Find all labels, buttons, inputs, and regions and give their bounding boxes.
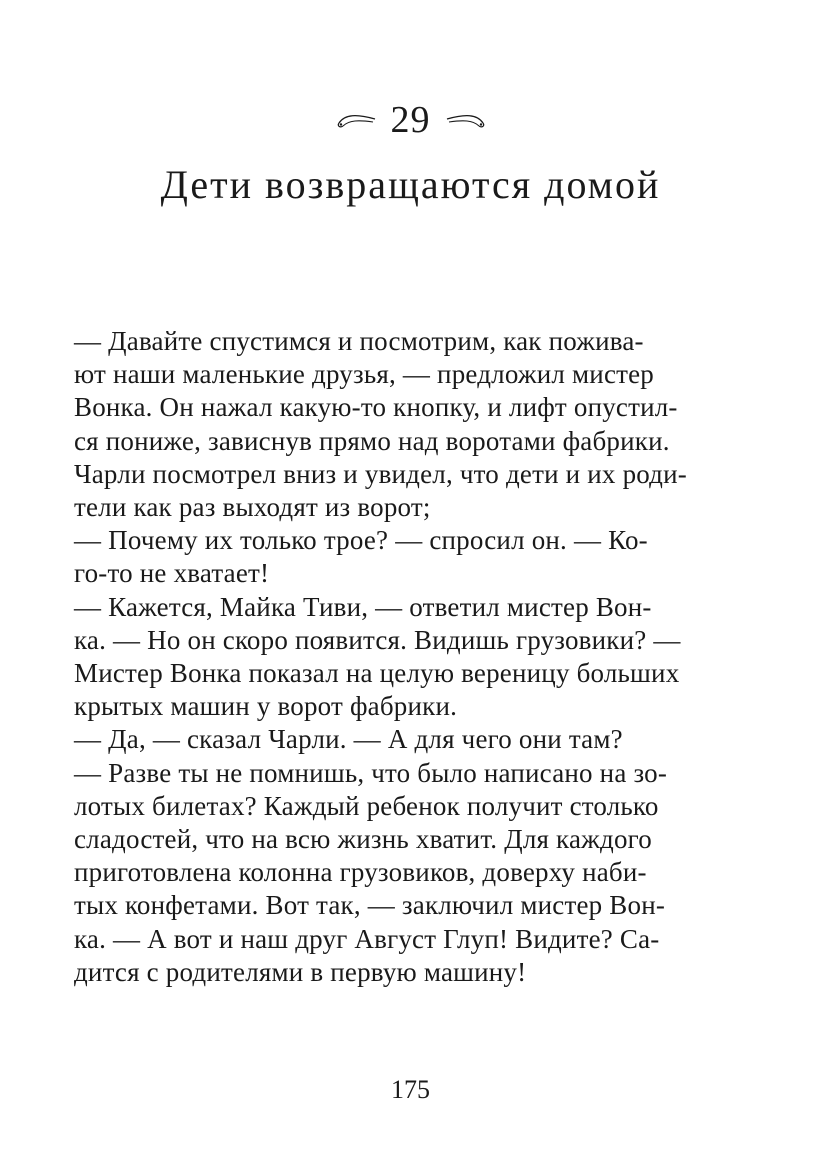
chapter-number-row — [0, 98, 821, 142]
text-line: ют наши маленькие друзья, — предложил мистер — [74, 359, 655, 390]
text-line: — Почему их только трое? — спросил он. — Ко- — [74, 525, 648, 556]
text-line: приготовлена колонна грузовиков, доверху наби- — [74, 857, 647, 888]
text-line: дится с родителями в первую машину! — [74, 956, 527, 987]
text-line: лотых билетах? Каждый ребенок получит столько — [74, 790, 659, 821]
text-line: ся пониже, зависнув прямо над воротами фабрики. — [74, 425, 670, 456]
chapter-title: Дети возвращаются домой — [160, 162, 661, 207]
chapter-number: 29 — [390, 99, 431, 141]
flourish-left-icon — [337, 110, 377, 130]
flourish-right-icon — [445, 110, 485, 130]
text-line: го-то не хватает! — [74, 558, 270, 589]
body-text — [74, 325, 734, 989]
text-line: Чарли посмотрел вниз и увидел, что дети и их роди- — [74, 458, 687, 489]
text-line: — Давайте спустимся и посмотрим, как пожива- — [74, 326, 644, 356]
text-line: — Кажется, Майка Тиви, — ответил мистер Вон- — [74, 591, 652, 622]
text-line: Вонка. Он нажал какую-то кнопку, и лифт опустил- — [74, 392, 678, 423]
text-line: тых конфетами. Вот так, — заключил мистер Вон- — [74, 890, 666, 921]
text-line: — Да, — сказал Чарли. — А для чего они там? — [74, 724, 623, 755]
chapter-header — [0, 98, 821, 208]
text-line: крытых машин у ворот фабрики. — [74, 691, 458, 722]
text-line: сладостей, что на всю жизнь хватит. Для каждого — [74, 824, 652, 855]
text-line: ка. — А вот и наш друг Август Глуп! Видите? Са- — [74, 923, 660, 954]
page-number: 175 — [391, 1075, 430, 1104]
text-line: Мистер Вонка показал на целую вереницу больших — [74, 658, 680, 689]
text-line: ка. — Но он скоро появится. Видишь грузовики? — — [74, 624, 681, 655]
text-line: тели как раз выходят из ворот; — [74, 492, 431, 523]
text-line: — Разве ты не помнишь, что было написано на зо- — [74, 757, 668, 788]
